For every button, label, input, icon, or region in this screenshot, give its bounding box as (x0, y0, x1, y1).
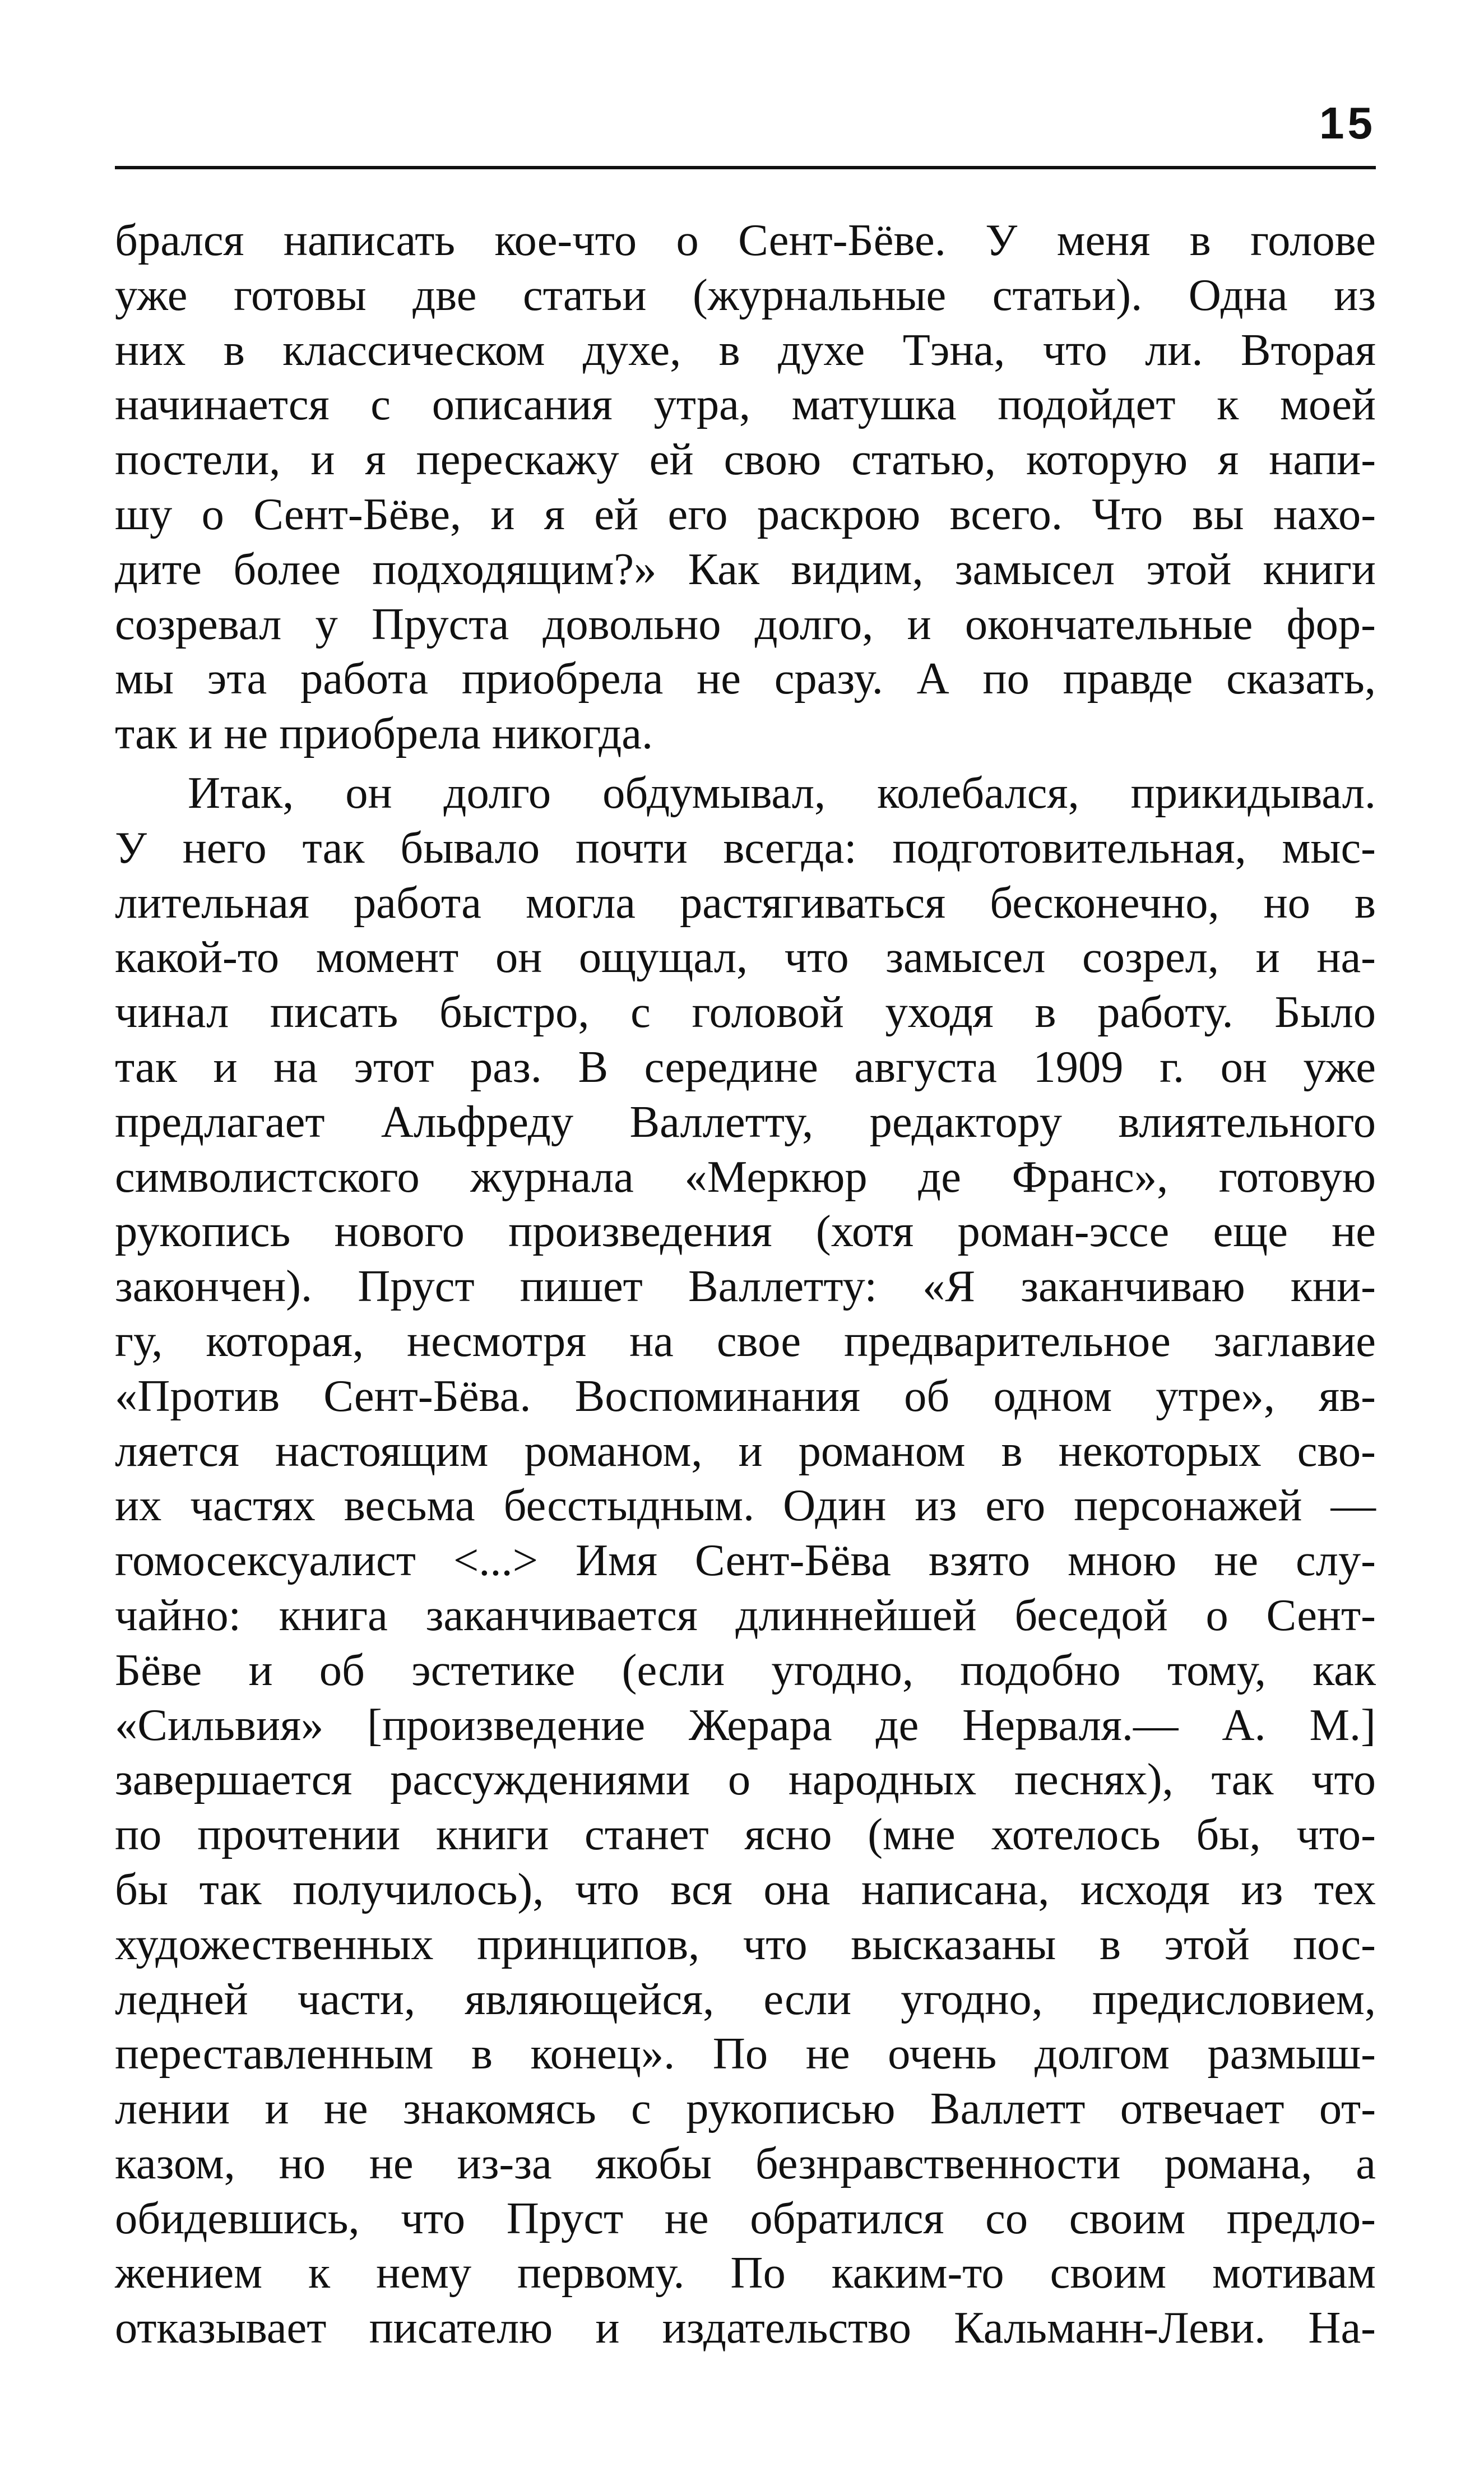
paragraph-gap (115, 761, 1376, 766)
text-line: лительная работа могла растягиваться бесконечно, но в (115, 877, 1376, 928)
text-line: так и на этот раз. В середине августа 1909 г. он уже (115, 1042, 1376, 1092)
text-line: уже готовы две статьи (журнальные статьи). Одна из (115, 270, 1376, 320)
page-header (115, 84, 1376, 168)
paragraph (115, 213, 1376, 761)
text-line: брался написать кое-что о Сент-Бёве. У меня в голове (115, 215, 1376, 265)
text-line: гомосексуалист <...> Имя Сент-Бёва взято мною не слу- (115, 1535, 1376, 1586)
text-line: так и не приобрела никогда. (115, 709, 653, 759)
text-line: них в классическом духе, в духе Тэна, что ли. Вторая (115, 325, 1376, 375)
text-line: казом, но не из-за якобы безнравственности романа, а (115, 2138, 1376, 2188)
text-line: лении и не знакомясь с рукописью Валлетт отвечает от- (115, 2084, 1376, 2134)
text-line: обидевшись, что Пруст не обратился со своим предло- (115, 2193, 1376, 2243)
text-line: гу, которая, несмотря на свое предварительное заглавие (115, 1316, 1376, 1366)
text-line: «Сильвия» [произведение Жерара де Нерваля.— А. М.] (115, 1700, 1376, 1750)
text-line: У него так бывало почти всегда: подготовительная, мыс- (115, 822, 1376, 873)
text-line: отказывает писателю и издательство Кальманн-Леви. На- (115, 2303, 1376, 2353)
text-line: закончен). Пруст пишет Валлетту: «Я заканчиваю кни- (115, 1261, 1376, 1312)
text-line: ляется настоящим романом, и романом в некоторых сво- (115, 1425, 1376, 1476)
text-line: бы так получилось), что вся она написана, исходя из тех (115, 1864, 1376, 1914)
text-line: ледней части, являющейся, если угодно, предисловием, (115, 1974, 1376, 2024)
text-line: созревал у Пруста довольно долго, и окончательные фор- (115, 599, 1376, 649)
text-line: символистского журнала «Меркюр де Франс», готовую (115, 1151, 1376, 1202)
text-line: какой-то момент он ощущал, что замысел созрел, и на- (115, 932, 1376, 983)
text-line: рукопись нового произведения (хотя роман-эссе еще не (115, 1206, 1376, 1257)
text-line: постели, и я перескажу ей свою статью, которую я напи- (115, 434, 1376, 485)
text-line: мы эта работа приобрела не сразу. А по правде сказать, (115, 654, 1376, 704)
text-line: шу о Сент-Бёве, и я ей его раскрою всего. Что вы нахо- (115, 489, 1376, 539)
text-line: переставленным в конец». По не очень долгом размыш- (115, 2029, 1376, 2079)
text-line: Бёве и об эстетике (если угодно, подобно тому, как (115, 1645, 1376, 1695)
text-line: завершается рассуждениями о народных песнях), так что (115, 1755, 1376, 1805)
text-line: дите более подходящим?» Как видим, замысел этой книги (115, 544, 1376, 594)
text-line: чинал писать быстро, с головой уходя в работу. Было (115, 987, 1376, 1038)
text-line: Итак, он долго обдумывал, колебался, прикидывал. (188, 767, 1376, 818)
text-line: их частях весьма бесстыдным. Один из его персонажей — (115, 1480, 1376, 1531)
header-rule (115, 166, 1376, 169)
text-line: чайно: книга заканчивается длиннейшей беседой о Сент- (115, 1590, 1376, 1640)
text-line: жением к нему первому. По каким-то своим мотивам (115, 2248, 1376, 2298)
text-line: начинается с описания утра, матушка подойдет к моей (115, 379, 1376, 430)
body-text (115, 213, 1376, 2355)
text-line: предлагает Альфреду Валлетту, редактору влиятельного (115, 1096, 1376, 1147)
page-number: 15 (1319, 98, 1376, 148)
text-line: по прочтении книги станет ясно (мне хотелось бы, что- (115, 1809, 1376, 1860)
text-line: «Против Сент-Бёва. Воспоминания об одном утре», яв- (115, 1371, 1376, 1421)
paragraph (115, 766, 1376, 2355)
text-line: художественных принципов, что высказаны в этой пос- (115, 1919, 1376, 1969)
